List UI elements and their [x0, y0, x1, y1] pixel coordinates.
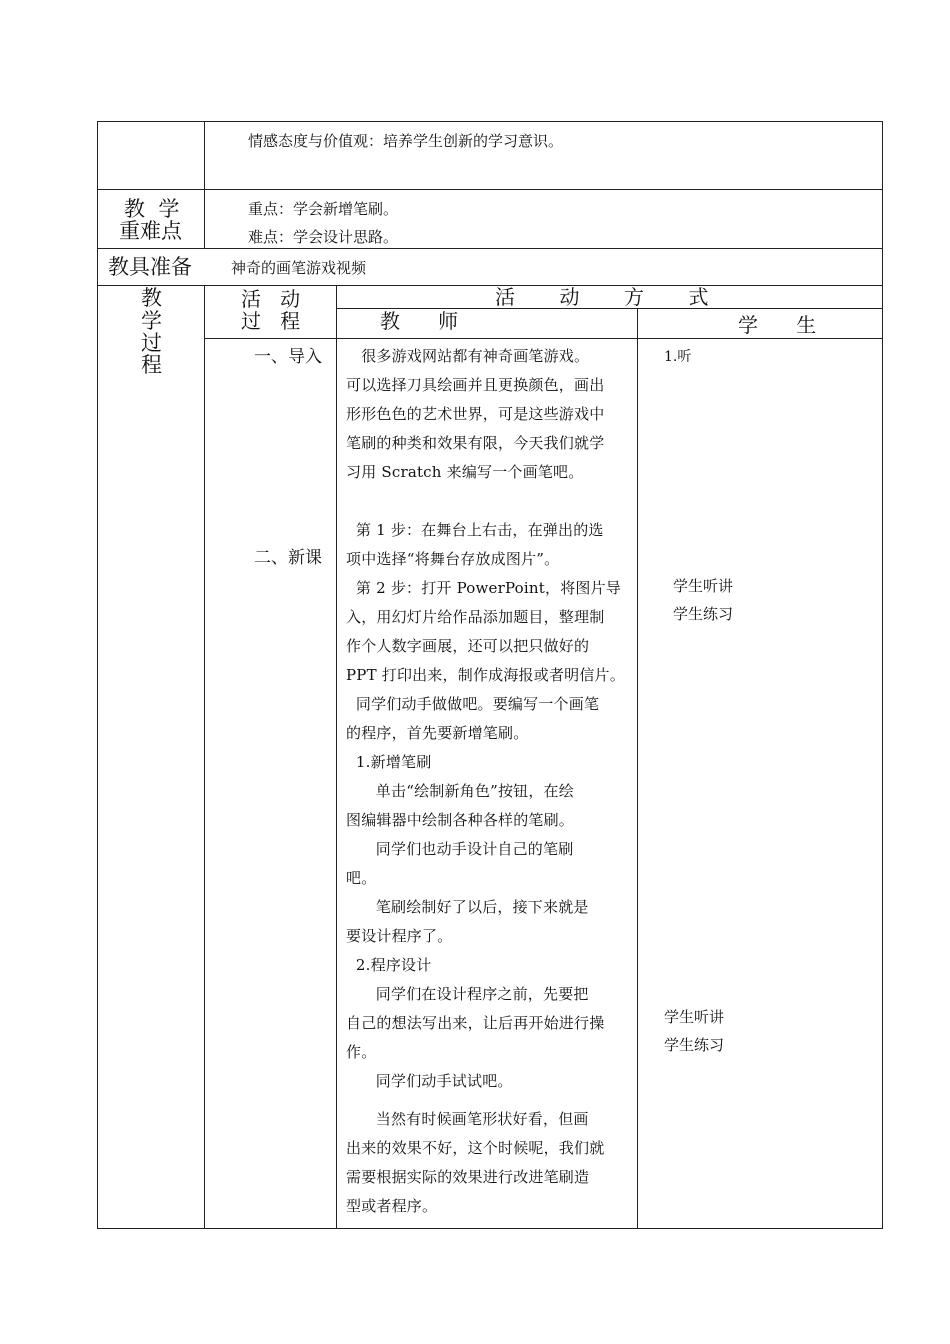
teacher-line: 很多游戏网站都有神奇画笔游戏。 [346, 347, 590, 365]
teacher-line: PPT 打印出来，制作成海报或者明信片。 [346, 666, 625, 684]
teacher-line: 第 1 步：在舞台上右击，在弹出的选 [346, 521, 604, 539]
teacher-line: 同学们动手试试吧。 [346, 1072, 513, 1090]
teacher-line-blank [346, 1096, 632, 1105]
teacher-student-divider [637, 308, 638, 1229]
header-divider [204, 338, 883, 339]
teacher-line: 同学们也动手设计自己的笔刷 [346, 840, 574, 858]
teacher-line: 入，用幻灯片给作品添加题目，整理制 [346, 608, 605, 626]
teacher-line: 作个人数字画展，还可以把只做好的 [346, 637, 590, 655]
difficulty-label-line2: 重难点 [119, 219, 182, 243]
process-label-char: 程 [141, 353, 162, 377]
student-activity: 学生听讲 [673, 577, 734, 595]
process-label-char: 过 [141, 331, 162, 355]
process-label-char: 学 [141, 309, 162, 333]
table-left-border [97, 121, 98, 1229]
table-top-border [97, 121, 883, 122]
teacher-line: 形形色色的艺术世界，可是这些游戏中 [346, 405, 605, 423]
row-divider [97, 285, 883, 286]
student-activity: 学生练习 [664, 1036, 725, 1054]
teacher-line: 需要根据实际的效果进行改进笔刷造 [346, 1168, 590, 1186]
teacher-line: 吧。 [346, 869, 377, 887]
teacher-line: 第 2 步：打开 PowerPoint，将图片导 [346, 579, 621, 597]
table-right-border [882, 121, 883, 1229]
teacher-line: 图编辑器中绘制各种各样的笔刷。 [346, 811, 575, 829]
teacher-line: 型或者程序。 [346, 1197, 438, 1215]
teacher-line: 笔刷绘制好了以后，接下来就是 [346, 898, 589, 916]
student-activity: 学生听讲 [664, 1008, 725, 1026]
teacher-line: 自己的想法写出来，让后再开始进行操 [346, 1014, 605, 1032]
key-point-text: 重点：学会新增笔刷。 [248, 200, 399, 218]
teacher-line: 可以选择刀具绘画并且更换颜色，画出 [346, 376, 605, 394]
equipment-value: 神奇的画笔游戏视频 [231, 259, 367, 277]
equipment-label: 教具准备 [108, 255, 192, 279]
teacher-line: 同学们在设计程序之前，先要把 [346, 985, 589, 1003]
teacher-line: 要设计程序了。 [346, 927, 453, 945]
difficulty-label-line1: 教 学 [124, 197, 180, 221]
emotion-goal-text: 情感态度与价值观：培养学生创新的学习意识。 [248, 132, 564, 150]
teacher-line: 作。 [346, 1043, 377, 1061]
teacher-line: 单击“绘制新角色”按钮，在绘 [346, 782, 574, 800]
student-activity: 学生练习 [673, 605, 734, 623]
teacher-line: 的程序，首先要新增笔刷。 [346, 724, 529, 742]
row-divider [97, 248, 883, 249]
teacher-line-blank [346, 487, 632, 516]
table-bottom-border [97, 1228, 883, 1229]
teacher-header: 教 师 [380, 309, 459, 333]
difficult-point-text: 难点：学会设计思路。 [248, 228, 399, 246]
label-column-divider [204, 121, 205, 249]
teacher-content [346, 342, 632, 1221]
teacher-line: 1.新增笔刷 [346, 753, 432, 771]
teacher-line: 项中选择“将舞台存放成图片”。 [346, 550, 560, 568]
teacher-line: 当然有时候画笔形状好看，但画 [346, 1110, 589, 1128]
activity-header-line1: 活 动 [241, 287, 301, 311]
process-label-char: 教 [141, 286, 162, 310]
student-header: 学 生 [738, 313, 817, 337]
teacher-line: 习用 Scratch 来编写一个画笔吧。 [346, 463, 584, 481]
activity-header-line2: 过 程 [241, 309, 301, 333]
teacher-line: 2.程序设计 [346, 956, 432, 974]
teacher-line: 出来的效果不好，这个时候呢，我们就 [346, 1139, 605, 1157]
label-column-divider [204, 285, 205, 1229]
activity-column-divider [336, 285, 337, 1229]
stage-intro-label: 一、导入 [254, 347, 322, 367]
mode-header: 活 动 方 式 [495, 285, 709, 309]
teacher-line: 同学们动手做做吧。要编写一个画笔 [346, 695, 600, 713]
row-divider [97, 189, 883, 190]
stage-new-lesson-label: 二、新课 [254, 548, 322, 568]
teacher-line: 笔刷的种类和效果有限，今天我们就学 [346, 434, 605, 452]
student-listen: 1.听 [664, 349, 692, 365]
